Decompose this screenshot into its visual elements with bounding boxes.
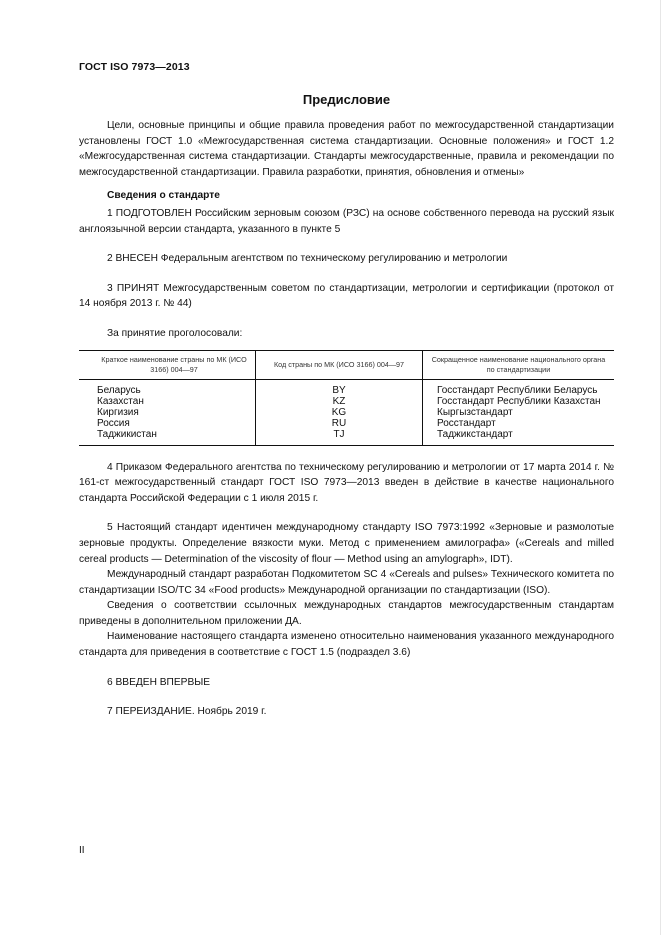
vote-intro: За принятие проголосовали:: [107, 327, 243, 339]
table-cell-country: Киргизия: [97, 406, 139, 418]
item-2: 2 ВНЕСЕН Федеральным агентством по техническому регулированию и метрологии: [107, 253, 508, 265]
table-cell-org: Росстандарт: [423, 418, 615, 429]
table-cell-org: Кыргызстандарт: [423, 407, 615, 418]
table-header-org: Сокращенное наименование национального органа по стандартизации: [423, 350, 615, 379]
table-cell-country: Казахстан: [97, 395, 144, 407]
table-row: [79, 396, 614, 407]
table-cell-country: Россия: [97, 417, 130, 429]
table-cell-org: Госстандарт Республики Беларусь: [423, 379, 615, 396]
voting-table: [79, 350, 614, 446]
item-5-paragraph-3: Сведения о соответствии ссылочных международных стандартов межгосударственным стандартам приведены в дополнительном приложении ДА.: [79, 600, 614, 627]
page-number: II: [79, 845, 85, 856]
intro-paragraph: Цели, основные принципы и общие правила проведения работ по межгосударственной стандартизации установлены ГОСТ 1.0 «Межгосударственная система стандартизации. Основные положения» и ГОСТ 1.2 «Межгосударственная система стандартизации. Стандарты межгосударственные, правила и рекомендации по межгосударственной стандартизации. Правила разработки, принятия, обновления и отмены»: [79, 120, 614, 178]
table-cell-code: TJ: [256, 429, 423, 446]
item-4: 4 Приказом Федерального агентства по техническому регулированию и метрологии от 17 марта 2014 г. № 161-ст межгосударственный стандарт ГОСТ ISO 7973—2013 введен в действие в качестве национального стандарта Российской Федерации с 1 июля 2015 г.: [79, 461, 614, 504]
item-1: 1 ПОДГОТОВЛЕН Российским зерновым союзом (РЗС) на основе собственного перевода на русский язык англоязычной версии стандарта, указанного в пункте 5: [79, 207, 614, 235]
table-cell-code: RU: [256, 418, 423, 429]
table-header-country: Краткое наименование страны по МК (ИСО 3166) 004—97: [79, 350, 256, 379]
table-cell-code: BY: [256, 379, 423, 396]
table-header-code: Код страны по МК (ИСО 3166) 004—97: [256, 350, 423, 379]
page-title: Предисловие: [302, 92, 391, 107]
document-body: [79, 118, 614, 720]
table-cell-org: Госстандарт Республики Казахстан: [423, 396, 615, 407]
section-heading: Сведения о стандарте: [107, 190, 220, 202]
table-row: [79, 418, 614, 429]
item-6: 6 ВВЕДЕН ВПЕРВЫЕ: [107, 676, 211, 688]
table-row: [79, 429, 614, 446]
document-id: ГОСТ ISO 7973—2013: [79, 61, 190, 73]
item-3: 3 ПРИНЯТ Межгосударственным советом по стандартизации, метрологии и сертификации (протокол от 14 ноября 2013 г. № 44): [79, 282, 614, 310]
item-5-paragraph-1: 5 Настоящий стандарт идентичен международному стандарту ISO 7973:1992 «Зерновые и размолотые зерновые продукты. Определение вязкости муки. Метод с применением амилографа» («Cereals and milled cereal products — Determination of the viscosity of flour — Method using an amylograph», IDT).: [79, 522, 614, 565]
item-7: 7 ПЕРЕИЗДАНИЕ. Ноябрь 2019 г.: [107, 706, 267, 718]
table-cell-code: KG: [256, 407, 423, 418]
table-cell-country: Беларусь: [97, 384, 141, 396]
table-cell-code: KZ: [256, 396, 423, 407]
table-cell-org: Таджикстандарт: [423, 429, 615, 446]
table-cell-country: Таджикистан: [79, 429, 256, 446]
table-row: [79, 407, 614, 418]
item-5-paragraph-2: Международный стандарт разработан Подкомитетом SC 4 «Cereals and pulses» Технического комитета по стандартизации ISO/TC 34 «Food products» Международной организации по стандартизации (ISO).: [79, 569, 614, 596]
table-row: [79, 379, 614, 396]
table-header-row: [79, 350, 614, 379]
item-5-paragraph-4: Наименование настоящего стандарта изменено относительно наименования указанного международного стандарта для приведения в соответствие с ГОСТ 1.5 (подраздел 3.6): [79, 631, 614, 659]
